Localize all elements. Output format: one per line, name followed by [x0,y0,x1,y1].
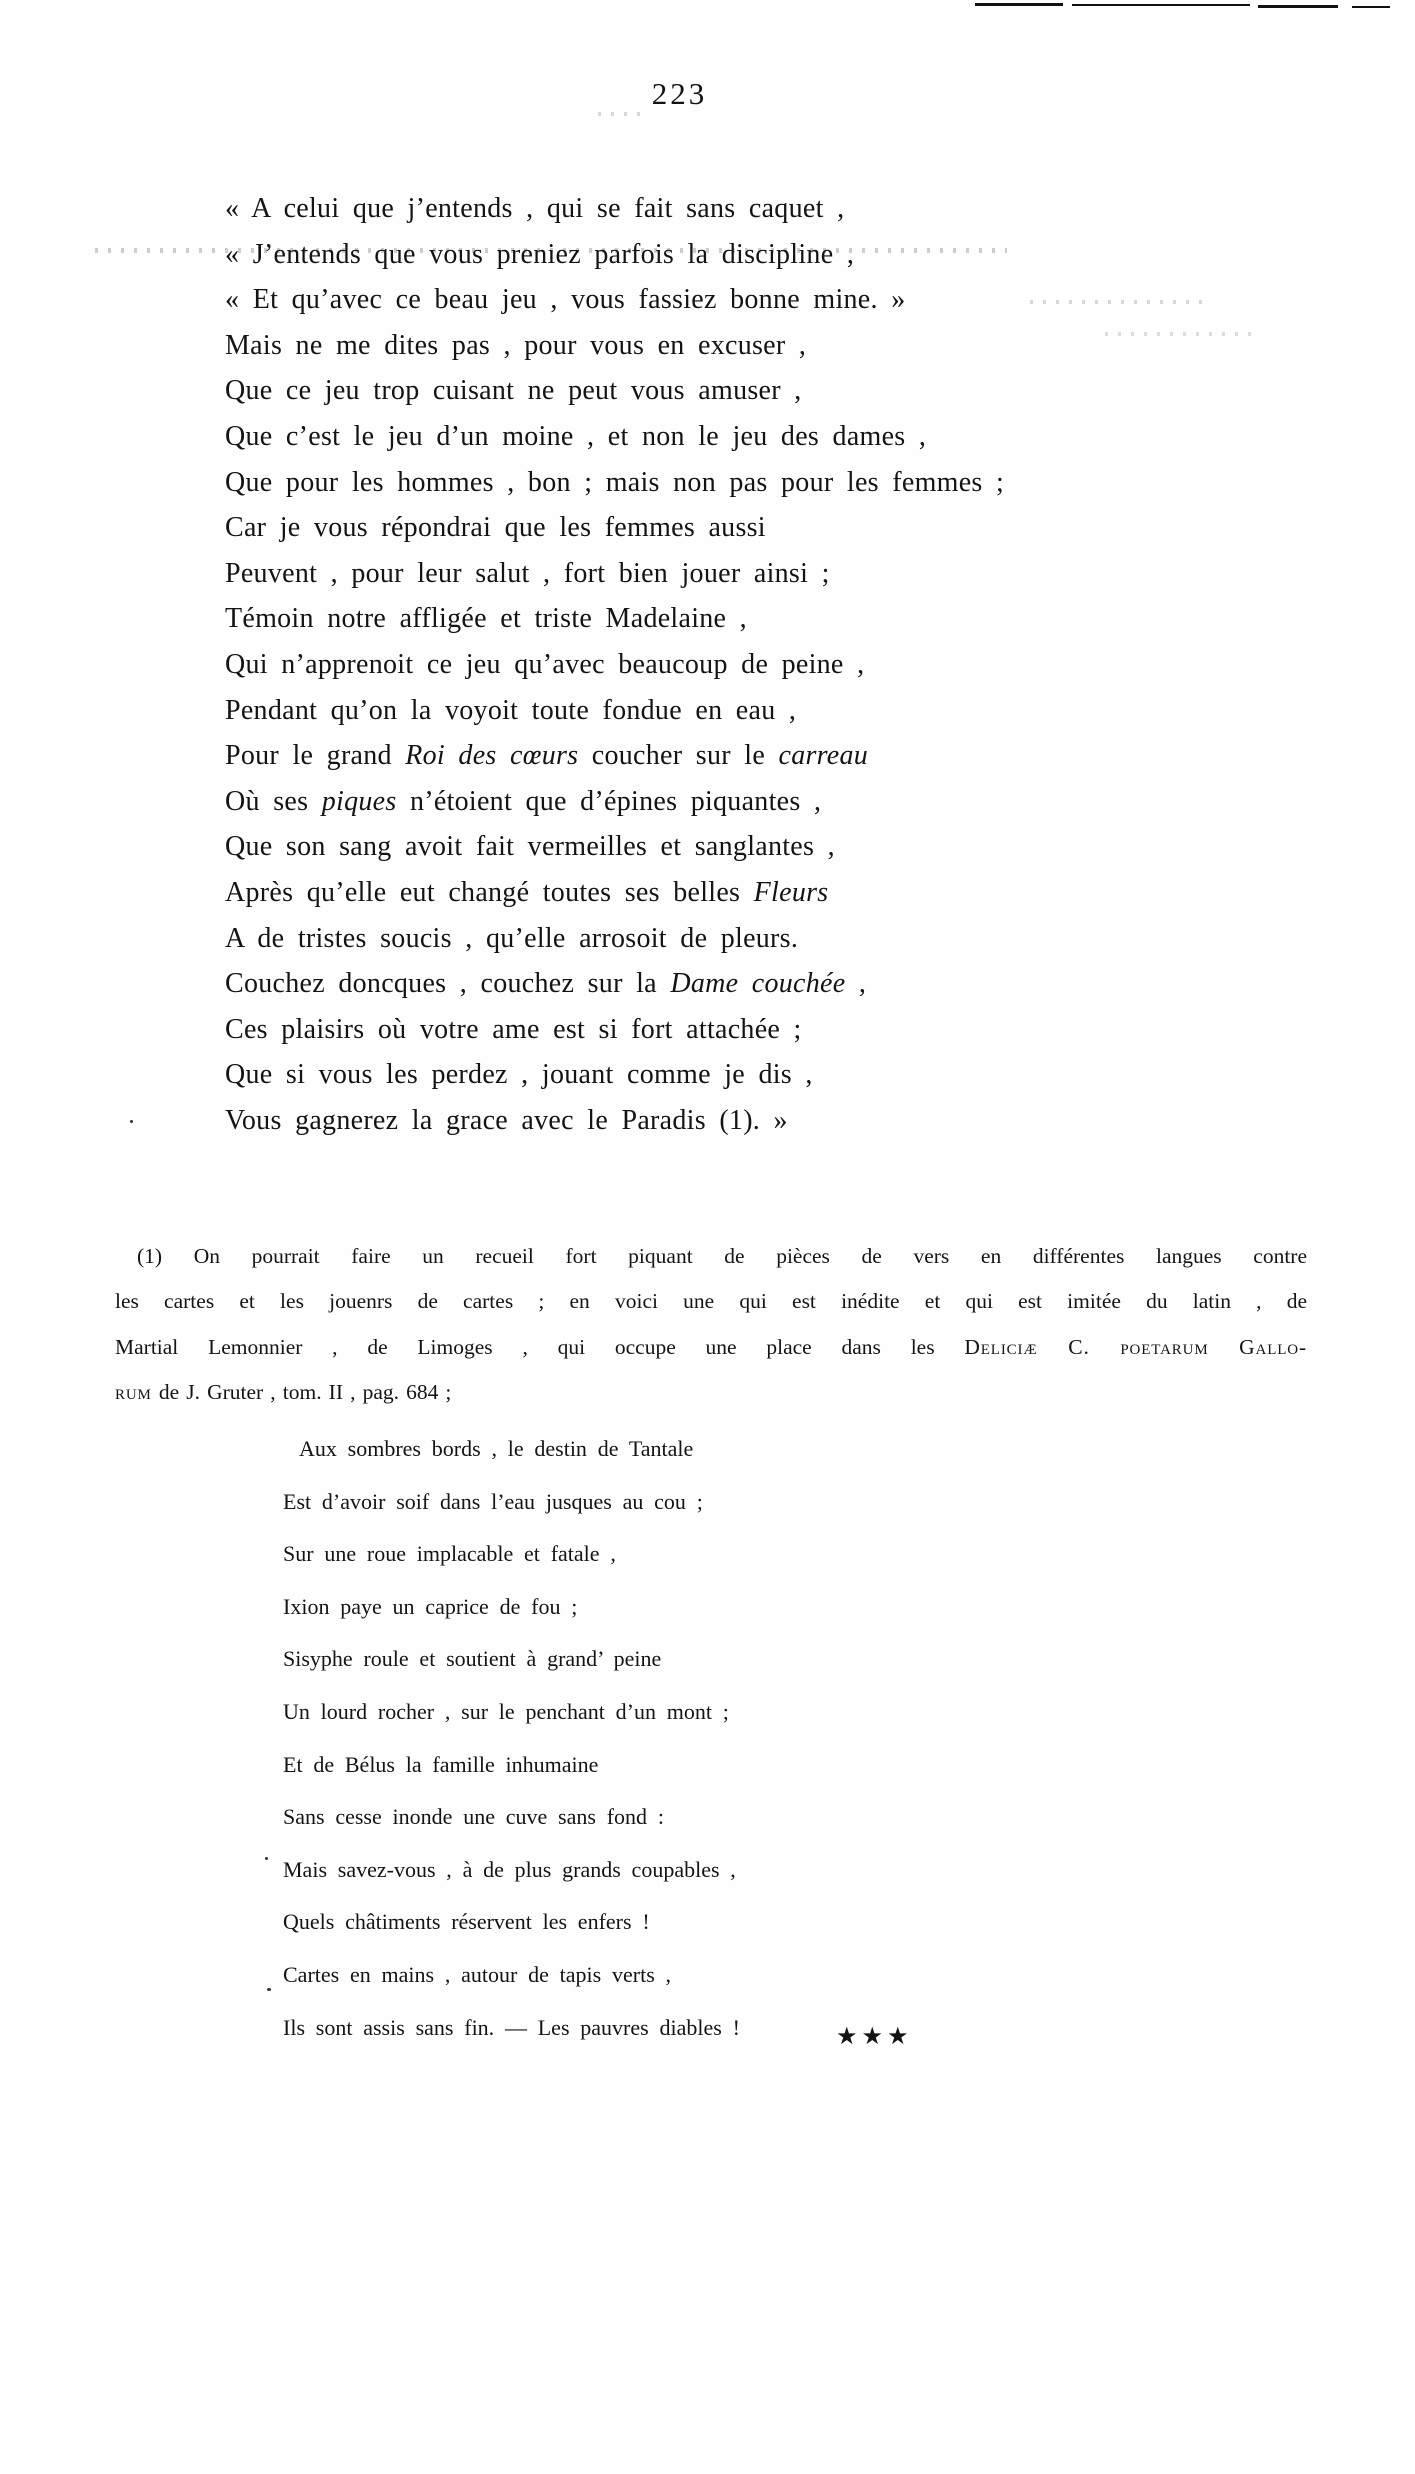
section-divider-stars: ★★★ [836,2024,913,2050]
text-line: Cartes en mains , autour de tapis verts , [283,1961,672,1987]
text-line: Martial Lemonnier , de Limoges , qui occupe une place dans les Deliciæ C. poetarum Gallo- [115,1334,1307,1359]
text-line: « A celui que j’entends , qui se fait sans caquet , [225,193,845,224]
text-line: Car je vous répondrai que les femmes aussi [225,512,766,544]
text-line: Que c’est le jeu d’un moine , et non le jeu des dames , [225,420,927,452]
text-line: Couchez doncques , couchez sur la Dame couchée , [225,968,867,1000]
scan-artifact [1072,4,1250,6]
text-line: Après qu’elle eut changé toutes ses belles Fleurs [225,876,829,908]
text-line: Quels châtiments réservent les enfers ! [283,1909,650,1935]
text-line: Que ce jeu trop cuisant ne peut vous amuser , [225,375,802,407]
text-line: Sans cesse inonde une cuve sans fond : [283,1804,664,1830]
text-line: Où ses piques n’étoient que d’épines piquantes , [225,785,822,817]
scan-artifact [1258,5,1338,8]
text-line: Ixion paye un caprice de fou ; [283,1593,578,1619]
text-line: Que pour les hommes , bon ; mais non pas pour les femmes ; [225,466,1005,498]
scan-artifact [1352,6,1390,8]
text-line: (1) On pourrait faire un recueil fort piquant de pièces de vers en différentes langues contre [137,1244,1307,1268]
text-line: « Et qu’avec ce beau jeu , vous fassiez bonne mine. » [225,284,906,316]
scan-artifact [975,3,1063,6]
scan-artifact [130,1120,133,1123]
text-line: Vous gagnerez la grace avec le Paradis (1). » [225,1104,788,1136]
main-poem [225,186,1325,1143]
text-line: Pour le grand Roi des cœurs coucher sur le carreau [225,740,869,772]
text-line: Aux sombres bords , le destin de Tantale [299,1436,694,1461]
text-line: Témoin notre affligée et triste Madelaine , [225,603,747,635]
text-line: rum de J. Gruter , tom. II , pag. 684 ; [115,1380,452,1405]
text-line: Qui n’apprenoit ce jeu qu’avec beaucoup de peine , [225,648,865,680]
quoted-poem [283,1423,1183,2054]
text-line: Ils sont assis sans fin. — Les pauvres diables ! [283,2014,740,2040]
text-line: Que si vous les perdez , jouant comme je dis , [225,1059,813,1091]
text-line: Pendant qu’on la voyoit toute fondue en eau , [225,694,797,726]
text-line: Ces plaisirs où votre ame est si fort attachée ; [225,1013,802,1045]
text-line: Que son sang avoit fait vermeilles et sanglantes , [225,831,835,863]
text-line: A de tristes soucis , qu’elle arrosoit de pleurs. [225,922,799,954]
text-line: Mais ne me dites pas , pour vous en excuser , [225,329,807,361]
text-line: « J’entends que vous preniez parfois la discipline , [225,238,855,270]
text-line: Peuvent , pour leur salut , fort bien jouer ainsi ; [225,557,830,589]
scan-artifact [265,1857,268,1860]
text-line: Est d’avoir soif dans l’eau jusques au cou ; [283,1488,703,1514]
scan-artifact [598,112,646,116]
text-line: Mais savez-vous , à de plus grands coupables , [283,1856,736,1882]
page-number: 223 [651,76,708,111]
footnote [115,1234,1307,1416]
text-line: Sur une roue implacable et fatale , [283,1541,616,1567]
text-line: Et de Bélus la famille inhumaine [283,1751,599,1777]
text-line: Sisyphe roule et soutient à grand’ peine [283,1646,662,1672]
text-line: les cartes et les jouenrs de cartes ; en voici une qui est inédite et qui est imitée du latin , de [115,1289,1307,1314]
scan-artifact [267,1988,271,1991]
text-line: Un lourd rocher , sur le penchant d’un mont ; [283,1698,729,1724]
